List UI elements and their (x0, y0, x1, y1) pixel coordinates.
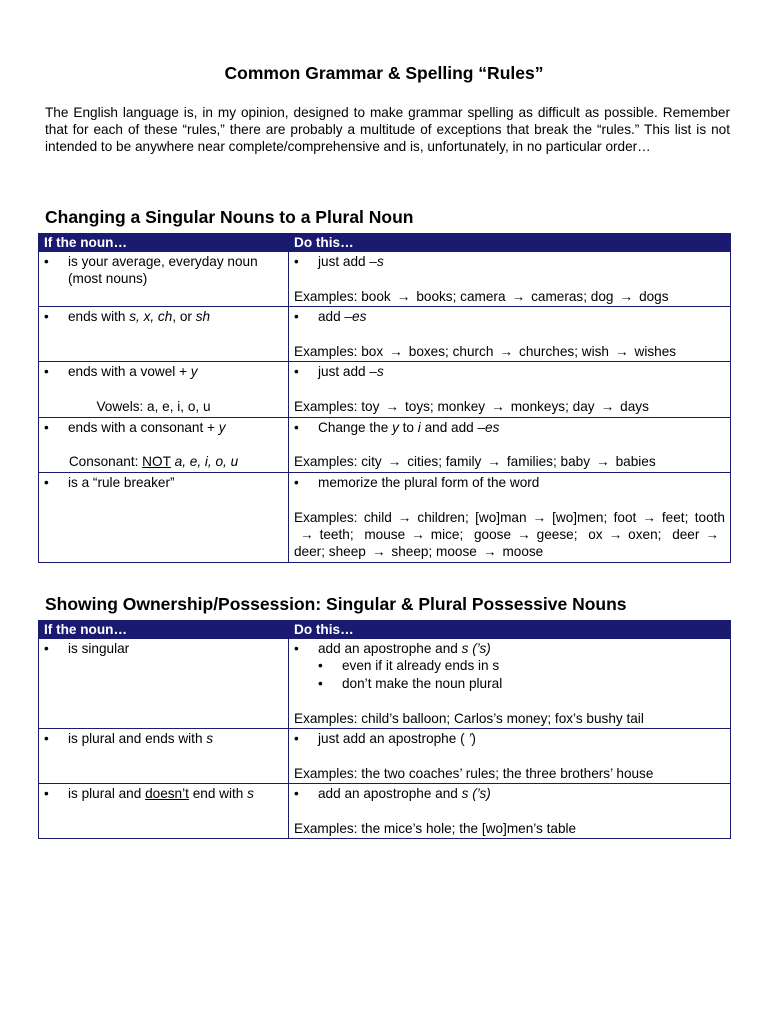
examples-line: Examples: the mice’s hole; the [wo]men’s table (294, 821, 577, 837)
condition-cell: • is your average, everyday noun (most nouns) (39, 252, 289, 307)
condition-cell: • is plural and ends with s (39, 729, 289, 784)
table-row (39, 729, 731, 784)
page-title: Common Grammar & Spelling “Rules” (224, 63, 544, 83)
table-row (39, 417, 731, 472)
condition-cell: • ends with s, x, ch, or sh (39, 307, 289, 362)
table-row (39, 252, 731, 307)
action-cell: • add an apostrophe and s (’s) • even if it already ends in s • don’t make the noun plural Examples: child’s balloon; Carlos’s money; fox’s bushy tail (289, 639, 731, 729)
action-cell: • Change the y to i and add –es Examples: city → cities; family → families; baby → babies (289, 417, 731, 472)
examples-line: Examples: city → cities; family → families; baby → babies (294, 454, 656, 470)
condition-cell: • is singular (39, 639, 289, 729)
table-row (39, 307, 731, 362)
condition-text: is your average, everyday noun (most nouns) (68, 254, 258, 287)
examples-line: Examples: the two coaches’ rules; the three brothers’ house (294, 765, 654, 781)
table-row (39, 472, 731, 562)
examples-line: Examples: box → boxes; church → churches; wish → wishes (294, 344, 677, 359)
examples-line: Examples: child → children; [wo]man → [wo]men; foot → feet; tooth→ teeth; mouse → mice; goose → geese; ox → oxen; deer →deer; sheep → sheep; moose → moose (294, 509, 725, 560)
intro-paragraph: The English language is, in my opinion, designed to make grammar spelling as difficult as possible. Remember that for each of these “rules,” there are probably a multitude of exceptions that break the “rules.” This list is not intended to be anywhere near complete/comprehensive and is, unfortunately, in no particular order… (45, 105, 730, 154)
action-cell: • add –es Examples: box → boxes; church → churches; wish → wishes (289, 307, 731, 362)
action-cell: • memorize the plural form of the word Examples: child → children; [wo]man → [wo]men; foot → feet; tooth→ teeth; mouse → mice; goose → geese; ox → oxen; deer →deer; sheep → sheep; moose → moose (289, 472, 731, 562)
possessive-section-heading: Showing Ownership/Possession: Singular & Plural Possessive Nouns (45, 594, 627, 614)
possessive-rules-table (38, 620, 731, 839)
action-cell: • just add an apostrophe ( ’) Examples: the two coaches’ rules; the three brothers’ house (289, 729, 731, 784)
condition-cell: • is plural and doesn’t end with s (39, 784, 289, 839)
condition-cell: • is a “rule breaker” (39, 472, 289, 562)
sub-bullet: • even if it already ends in s (318, 658, 500, 674)
action-cell: • add an apostrophe and s (’s) Examples: the mice’s hole; the [wo]men’s table (289, 784, 731, 839)
table-row (39, 362, 731, 417)
condition-cell: • ends with a vowel + y Vowels: a, e, i, o, u (39, 362, 289, 417)
condition-cell: • ends with a consonant + y Consonant: NOT a, e, i, o, u (39, 417, 289, 472)
plural-section-heading: Changing a Singular Nouns to a Plural Noun (45, 207, 414, 227)
examples-line: Examples: book → books; camera → cameras; dog → dogs (294, 288, 669, 304)
table-row (39, 639, 731, 729)
column-header-noun: If the noun… (39, 234, 289, 252)
plural-rules-table (38, 233, 731, 563)
column-header-action: Do this… (289, 234, 731, 252)
examples-line: Examples: child’s balloon; Carlos’s money; fox’s bushy tail (294, 710, 644, 726)
consonant-note: Consonant: NOT a, e, i, o, u (68, 454, 239, 470)
action-cell: • just add –s Examples: toy → toys; monkey → monkeys; day → days (289, 362, 731, 417)
sub-bullet: • don’t make the noun plural (318, 675, 503, 691)
column-header-action: Do this… (289, 621, 731, 639)
column-header-noun: If the noun… (39, 621, 289, 639)
table-row (39, 784, 731, 839)
action-cell: • just add –s Examples: book → books; camera → cameras; dog → dogs (289, 252, 731, 307)
examples-line: Examples: toy → toys; monkey → monkeys; day → days (294, 399, 649, 415)
action-text: just add (318, 254, 370, 269)
vowels-note: Vowels: a, e, i, o, u (96, 399, 211, 415)
